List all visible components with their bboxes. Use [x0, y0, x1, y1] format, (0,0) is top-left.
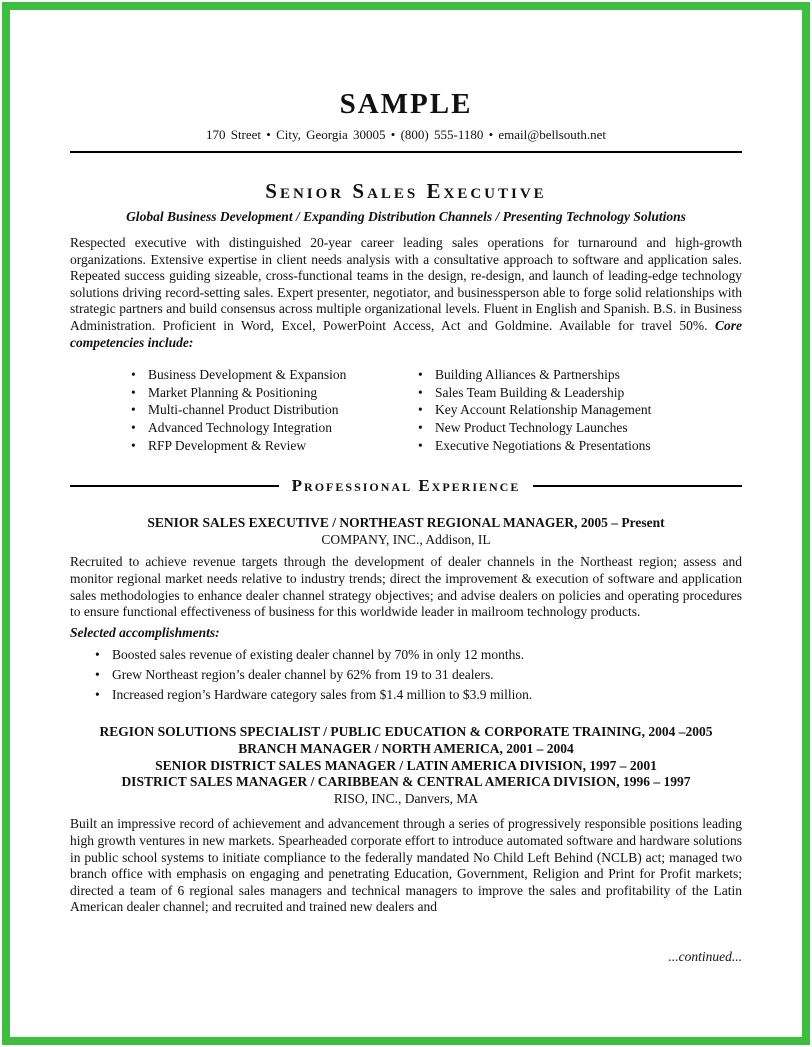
job1-company: COMPANY, INC., Addison, IL — [321, 531, 491, 547]
competencies-right-column — [417, 366, 651, 454]
competency-item: • Key Account Relationship Management — [417, 401, 651, 419]
job2-titles — [70, 724, 742, 807]
core-competencies — [70, 366, 742, 454]
summary-text: Respected executive with distinguished 20-year career leading sales operations for turnaround and high-growth organizations. Extensive expertise in client needs analysis with a consultative approach to software and application sales. Repeated success guiding sizeable, cross-functional teams in the design, re-design, and launch of leading-edge technology solutions driving record-setting sales. Expert presenter, negotiator, and businessperson able to forge solid relationships with strategic partners and build consensus across multiple organizational levels. Fluent in English and Spanish. B.S. in Business Administration. Proficient in Word, Excel, PowerPoint Access, Act and Goldmine. Available for travel 50%. — [70, 235, 742, 333]
accomplishment-item: • Boosted sales revenue of existing dealer channel by 70% in only 12 months. — [70, 647, 742, 664]
accomplishment-item: • Increased region’s Hardware category sales from $1.4 million to $3.9 million. — [70, 687, 742, 704]
header-divider — [70, 151, 742, 153]
section-title: Professional Experience — [291, 476, 521, 496]
title-block — [70, 179, 742, 225]
competencies-label: Core competencies include: — [70, 317, 742, 350]
competency-item: • Multi-channel Product Distribution — [130, 401, 417, 419]
contact-line: 170 Street • City, Georgia 30005 • (800) 555-1180 • email@bellsouth.net — [205, 127, 607, 142]
competency-item: • New Product Technology Launches — [417, 419, 651, 437]
job1-description: Recruited to achieve revenue targets through the development of dealer channels in the Northeast region; assess and monitor regional market needs relative to industry trends; direct the improvement & execution of software and application sales methodologies to enhance dealer channel strategy objectives; and advise dealers on policies and operating procedures to ensure functional effectiveness of business for this worldwide leader in mailroom technology products. — [70, 554, 742, 620]
job2-company: RISO, INC., Danvers, MA — [333, 790, 479, 806]
summary-paragraph — [70, 235, 742, 351]
competency-item: • RFP Development & Review — [130, 437, 417, 455]
accomplishments-list — [70, 647, 742, 704]
continued-note: ...continued... — [668, 949, 742, 964]
job1-title: SENIOR SALES EXECUTIVE / NORTHEAST REGIONAL MANAGER, 2005 – Present — [147, 515, 665, 531]
resume-title: Senior Sales Executive — [265, 179, 547, 203]
competency-item: • Building Alliances & Partnerships — [417, 366, 651, 384]
competencies-left-column — [130, 366, 417, 454]
job-entry-1 — [70, 515, 742, 703]
competency-item: • Sales Team Building & Leadership — [417, 384, 651, 402]
job2-title: DISTRICT SALES MANAGER / CARIBBEAN & CENTRAL AMERICA DIVISION, 1996 – 1997 — [121, 774, 691, 790]
accomplishment-item: • Grew Northeast region’s dealer channel by 62% from 19 to 31 dealers. — [70, 667, 742, 684]
job2-title: BRANCH MANAGER / NORTH AMERICA, 2001 – 2004 — [238, 741, 574, 757]
resume-header — [70, 88, 742, 153]
candidate-name: SAMPLE — [339, 88, 473, 120]
section-rule-left — [70, 485, 279, 487]
section-rule-right — [533, 485, 742, 487]
job-entry-2 — [70, 724, 742, 916]
competency-item: • Advanced Technology Integration — [130, 419, 417, 437]
competency-item: • Executive Negotiations & Presentations — [417, 437, 651, 455]
competency-item: • Market Planning & Positioning — [130, 384, 417, 402]
job2-title: SENIOR DISTRICT SALES MANAGER / LATIN AMERICA DIVISION, 1997 – 2001 — [155, 757, 657, 773]
competency-item: • Business Development & Expansion — [130, 366, 417, 384]
accomplishments-label: Selected accomplishments: — [70, 624, 220, 640]
job2-title: REGION SOLUTIONS SPECIALIST / PUBLIC EDUCATION & CORPORATE TRAINING, 2004 –2005 — [99, 724, 713, 740]
resume-subtitle: Global Business Development / Expanding Distribution Channels / Presenting Technology Solutions — [126, 209, 686, 224]
section-header-professional-experience — [70, 476, 742, 496]
green-border-frame — [2, 2, 810, 1045]
job2-description: Built an impressive record of achievement and advancement through a series of progressively responsible positions leading high growth ventures in new markets. Spearheaded corporate effort to introduce automated software and hardware solutions in public school systems to initiate compliance to the federally mandated No Child Left Behind (NCLB) act; managed two branch office with emphasis on engaging and penetrating Education, Government, Religion and Print for Profit markets; directed a team of 6 regional sales managers and technical managers to improve the sales and profitability of the Latin American dealer channel; and recruited and trained new dealers and — [70, 816, 742, 915]
